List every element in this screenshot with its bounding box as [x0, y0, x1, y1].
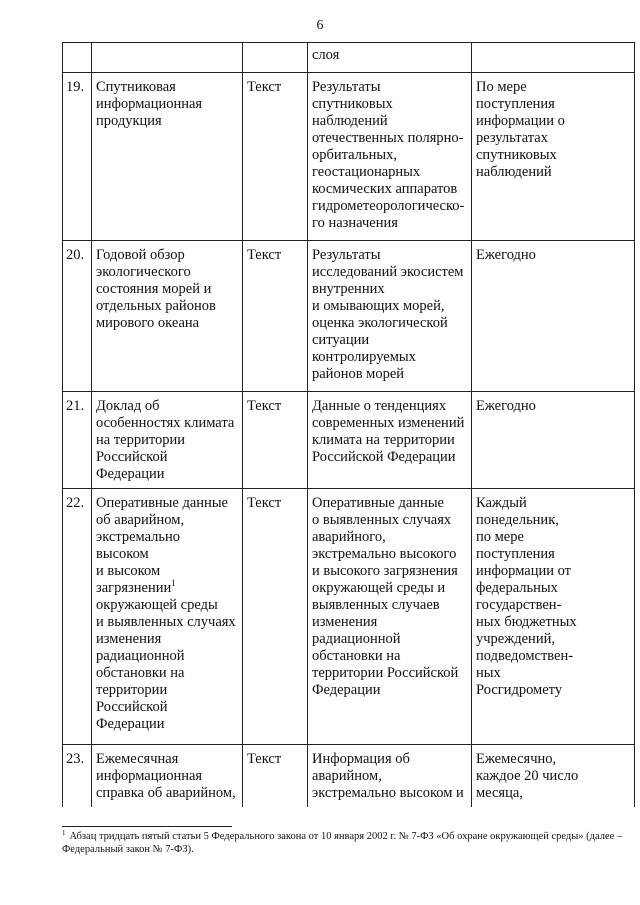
name-cell	[92, 241, 243, 391]
cell-line: и омывающих морей,	[312, 298, 445, 314]
cell-line: го назначения	[312, 215, 398, 231]
cell-line: информационная	[96, 96, 203, 112]
cell-line: и высокого загрязнения	[312, 563, 458, 579]
cell-line: изменения	[96, 631, 162, 647]
cell-line: Оперативные данные	[96, 495, 228, 511]
cell-line: аварийного,	[312, 529, 386, 545]
row-number-cell	[63, 745, 92, 807]
cell-line: Ежемесячно,	[476, 751, 557, 767]
cell-line: наблюдений	[312, 113, 388, 129]
cell-line: космических аппаратов	[312, 181, 458, 197]
form-cell	[243, 73, 308, 240]
cell-line: Ежегодно	[476, 398, 536, 414]
content-cell	[308, 73, 472, 240]
form-cell	[243, 241, 308, 391]
data-table	[62, 42, 635, 807]
cell-line: по мере	[476, 529, 524, 545]
cell-line: Спутниковая	[96, 79, 176, 95]
cell-line: экстремально высоком и	[312, 785, 464, 801]
footnote-separator	[62, 826, 232, 827]
cell-line: внутренних	[312, 281, 385, 297]
cell-line: на территории	[96, 432, 186, 448]
row-number-cell	[63, 73, 92, 240]
cell-line: результатах	[476, 130, 548, 146]
cell-line: месяца,	[476, 785, 523, 801]
form-cell	[243, 392, 308, 488]
cell-line: Российской	[96, 449, 168, 465]
period-cell	[472, 489, 634, 744]
footnote	[62, 830, 633, 856]
table-row	[63, 241, 634, 392]
cell-line: Федерации	[96, 716, 165, 732]
table-row	[63, 392, 634, 489]
cell-line: экстремально высокого	[312, 546, 457, 562]
cell-line: спутниковых	[312, 96, 393, 112]
cell-line: Результаты	[312, 79, 381, 95]
cell-line: Российской	[96, 699, 168, 715]
cell-line: федеральных	[476, 580, 558, 596]
cell-line: и высоком	[96, 563, 161, 579]
name-cell	[92, 745, 243, 807]
cell-line: спутниковых	[476, 147, 557, 163]
cell-line: орбитальных,	[312, 147, 397, 163]
cell-line: современных изменений	[312, 415, 465, 431]
cell-line: высоком	[96, 546, 149, 562]
cell-line: экологического	[96, 264, 191, 280]
cell-line: ных	[476, 665, 501, 681]
cell-line: справка об аварийном,	[96, 785, 236, 801]
cell-line: поступления	[476, 96, 555, 112]
cell-line: мирового океана	[96, 315, 200, 331]
row-number-cell	[63, 241, 92, 391]
cell-line: информационная	[96, 768, 203, 784]
cell-line: районов морей	[312, 366, 405, 382]
cell-line: Текст	[247, 247, 282, 263]
cell-line: особенностях климата	[96, 415, 235, 431]
cell-line: Годовой обзор	[96, 247, 185, 263]
table-row	[63, 43, 634, 73]
cell-line: обстановки на	[312, 648, 401, 664]
cell-line: понедельник,	[476, 512, 559, 528]
name-cell	[92, 392, 243, 488]
row-number: 21.	[66, 398, 85, 414]
row-number-cell	[63, 489, 92, 744]
cell-line: Текст	[247, 495, 282, 511]
cell-line: Результаты	[312, 247, 381, 263]
footnote-mark: 1	[62, 828, 66, 837]
cell-line: Российской Федерации	[312, 449, 456, 465]
cell-line: гидрометеорологическо-	[312, 198, 465, 214]
cell-line: Ежегодно	[476, 247, 536, 263]
period-cell	[472, 43, 634, 72]
cell-line: По мере	[476, 79, 527, 95]
form-cell	[243, 489, 308, 744]
cell-line: оценка экологической	[312, 315, 448, 331]
content-cell	[308, 745, 472, 807]
cell-line: территории Российской	[312, 665, 459, 681]
cell-line: информации от	[476, 563, 572, 579]
form-cell	[243, 43, 308, 72]
period-cell	[472, 392, 634, 488]
footnote-reference: 1	[171, 578, 176, 589]
cell-line: геостационарных	[312, 164, 421, 180]
table-row	[63, 73, 634, 241]
cell-line: Федерации	[312, 682, 381, 698]
row-number-cell	[63, 43, 92, 72]
table-row	[63, 745, 634, 807]
cell-line: об аварийном,	[96, 512, 185, 528]
cell-line: Данные о тенденциях	[312, 398, 447, 414]
cell-line: радиационной	[96, 648, 185, 664]
cell-line: каждое 20 число	[476, 768, 579, 784]
name-cell	[92, 489, 243, 744]
cell-line: Каждый	[476, 495, 527, 511]
cell-line: загрязнении$^1$	[96, 578, 176, 596]
period-cell	[472, 241, 634, 391]
row-number-cell	[63, 392, 92, 488]
content-cell	[308, 43, 472, 72]
cell-line: изменения	[312, 614, 378, 630]
cell-line: подведомствен-	[476, 648, 574, 664]
cell-line: продукция	[96, 113, 162, 129]
cell-line: и выявленных случаях	[96, 614, 236, 630]
cell-line: наблюдений	[476, 164, 552, 180]
form-cell	[243, 745, 308, 807]
cell-line: информации о	[476, 113, 565, 129]
content-cell	[308, 392, 472, 488]
cell-line: слоя	[312, 47, 340, 63]
footnote-text: Абзац тридцать пятый статьи 5 Федерального закона от 10 января 2002 г. № 7-ФЗ «Об охране окружающей среды» (далее – Федеральный закон № 7-ФЗ).	[62, 831, 623, 855]
cell-line: отдельных районов	[96, 298, 216, 314]
cell-line: отечественных полярно-	[312, 130, 464, 146]
period-cell	[472, 745, 634, 807]
cell-line: аварийном,	[312, 768, 382, 784]
cell-line: поступления	[476, 546, 555, 562]
cell-line: состояния морей и	[96, 281, 212, 297]
period-cell	[472, 73, 634, 240]
cell-line: Текст	[247, 79, 282, 95]
cell-line: учреждений,	[476, 631, 555, 647]
cell-line: Текст	[247, 751, 282, 767]
row-number: 20.	[66, 247, 85, 263]
cell-line: Росгидромету	[476, 682, 563, 698]
cell-line: Федерации	[96, 466, 165, 482]
cell-line: Оперативные данные	[312, 495, 444, 511]
cell-line: выявленных случаев	[312, 597, 440, 613]
page-number: 6	[316, 18, 324, 33]
name-cell	[92, 73, 243, 240]
cell-line: государствен-	[476, 597, 562, 613]
name-cell	[92, 43, 243, 72]
cell-line: окружающей среды	[96, 597, 218, 613]
content-cell	[308, 489, 472, 744]
row-number: 19.	[66, 79, 85, 95]
cell-line: исследований экосистем	[312, 264, 464, 280]
cell-line: ситуации	[312, 332, 370, 348]
row-number: 23.	[66, 751, 85, 767]
cell-line: контролируемых	[312, 349, 416, 365]
row-number: 22.	[66, 495, 85, 511]
cell-line: территории	[96, 682, 168, 698]
cell-line: Информация об	[312, 751, 410, 767]
cell-line: ных бюджетных	[476, 614, 577, 630]
cell-line: радиационной	[312, 631, 401, 647]
cell-line: обстановки на	[96, 665, 185, 681]
cell-line: Доклад об	[96, 398, 160, 414]
cell-line: экстремально	[96, 529, 181, 545]
content-cell	[308, 241, 472, 391]
cell-line: Ежемесячная	[96, 751, 179, 767]
cell-line: климата на территории	[312, 432, 455, 448]
cell-line: Текст	[247, 398, 282, 414]
cell-line: о выявленных случаях	[312, 512, 452, 528]
cell-line: окружающей среды и	[312, 580, 446, 596]
table-row	[63, 489, 634, 745]
